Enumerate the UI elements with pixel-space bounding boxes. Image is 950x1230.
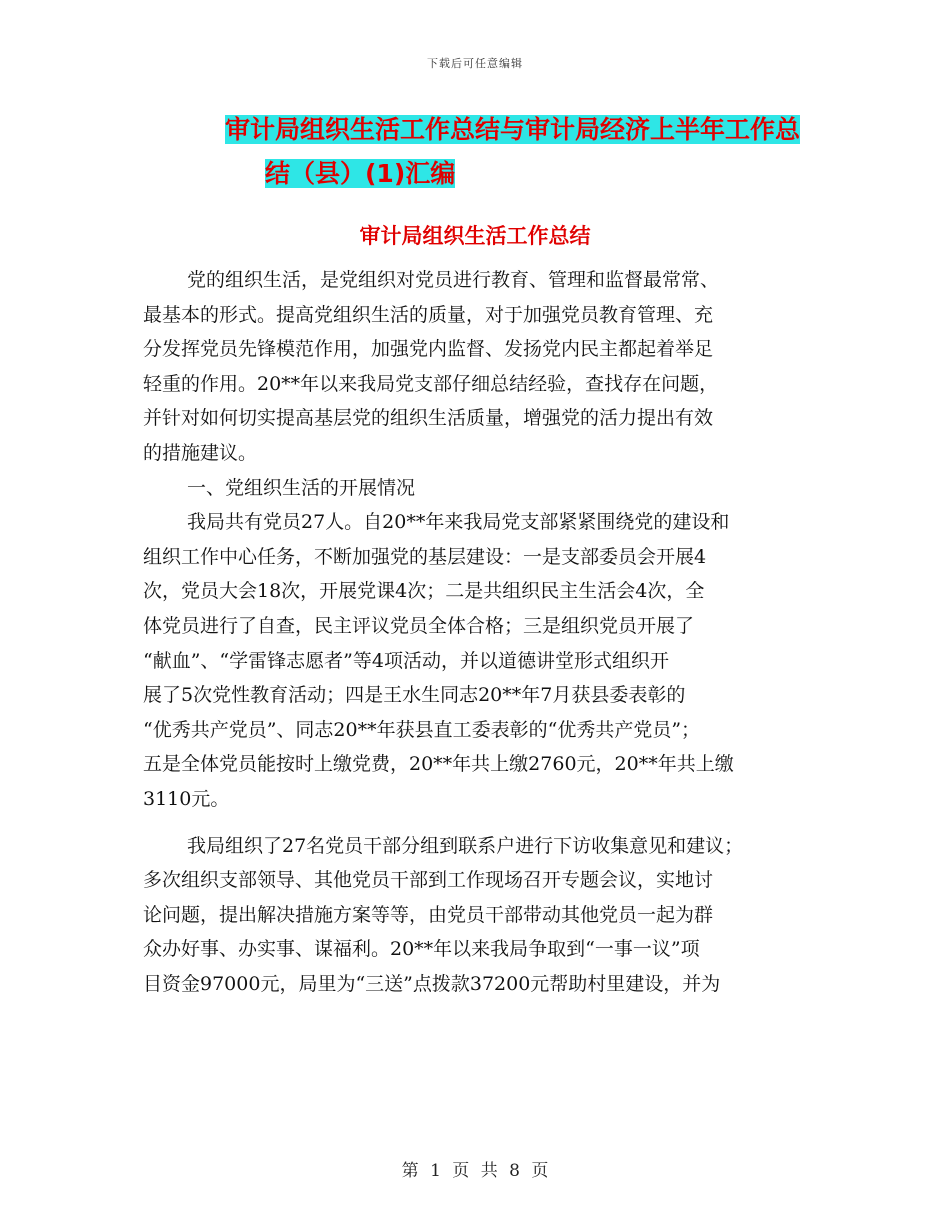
paragraph-gap [143,817,813,829]
body-line: “优秀共产党员”、同志20**年获县直工委表彰的“优秀共产党员”； [143,718,701,741]
body-text [143,263,813,1001]
document-title-line-2: 结（县）(1)汇编 [265,159,456,188]
body-line: 分发挥党员先锋模范作用，加强党内监督、发扬党内民主都起着举足 [143,338,714,361]
body-line: 多次组织支部领导、其他党员干部到工作现场召开专题会议，实地讨 [143,869,714,892]
body-line: 党的组织生活，是党组织对党员进行教育、管理和监督最常常、 [187,269,720,291]
body-line: 次，党员大会18次，开展党课4次；二是共组织民主生活会4次，全 [143,580,705,603]
body-line: 体党员进行了自查，民主评议党员全体合格；三是组织党员开展了 [143,614,695,637]
body-line: 我局共有党员27人。自20**年来我局党支部紧紧围绕党的建设和 [187,511,730,534]
page-number: 第 1 页 共 8 页 [401,1161,549,1181]
section-heading: 审计局组织生活工作总结 [359,224,591,248]
body-line: 组织工作中心任务，不断加强党的基层建设：一是支部委员会开展4 [143,545,707,568]
body-line: 展了5次党性教育活动；四是王水生同志20**年7月获县委表彰的 [143,684,686,707]
subsection-heading: 一、党组织生活的开展情况 [187,476,416,499]
body-line: 最基本的形式。提高党组织生活的质量，对于加强党员教育管理、充 [143,303,714,326]
body-line: 我局组织了27名党员干部分组到联系户进行下访收集意见和建议； [187,834,744,857]
document-title [150,108,840,196]
body-line: 五是全体党员能按时上缴党费，20**年共上缴2760元，20**年共上缴 [143,753,734,776]
body-line: 众办好事、办实事、谋福利。20**年以来我局争取到“一事一议”项 [143,938,700,961]
document-title-line-1: 审计局组织生活工作总结与审计局经济上半年工作总 [224,115,800,144]
body-line: “献血”、“学雷锋志愿者”等4项活动，并以道德讲堂形式组织开 [143,649,669,672]
body-line: 轻重的作用。20**年以来我局党支部仔细总结经验，查找存在问题， [143,372,719,395]
body-line: 3110元。 [143,787,230,810]
body-line: 的措施建议。 [143,441,258,464]
body-line: 并针对如何切实提高基层党的组织生活质量，增强党的活力提出有效 [143,407,714,430]
body-line: 论问题，提出解决措施方案等等，由党员干部带动其他党员一起为群 [143,903,714,926]
page-header-note: 下载后可任意编辑 [427,57,523,70]
body-line: 目资金97000元，局里为“三送”点拨款37200元帮助村里建设，并为 [143,972,721,995]
